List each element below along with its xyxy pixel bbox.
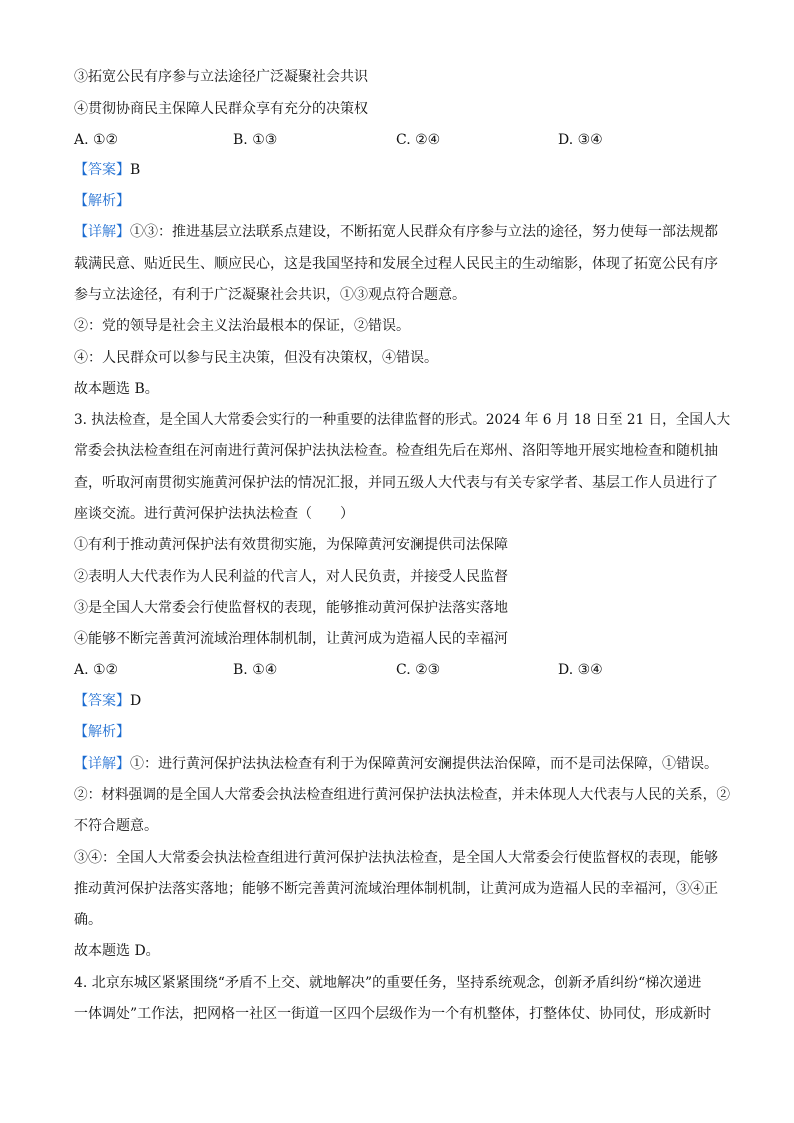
q3-statement-3: ③是全国人大常委会行使监督权的表现，能够推动黄河保护法落实落地: [74, 600, 508, 616]
q3-statement-2: ②表明人大代表作为人民利益的代言人，对人民负责，并接受人民监督: [74, 569, 508, 585]
q2-detail-line: ②：党的领导是社会主义法治最根本的保证，②错误。: [74, 318, 410, 334]
q3-answer: [74, 691, 141, 711]
q2-statement-4: ④贯彻协商民主保障人民群众享有充分的决策权: [74, 101, 368, 117]
q2-detail-line: ④：人民群众可以参与民主决策，但没有决策权，④错误。: [74, 350, 438, 366]
q3-option-d: D. ③④: [558, 662, 603, 678]
detail-text: ①：进行黄河保护法执法检查有利于为保障黄河安澜提供法治保障，而不是司法保障，①错误。: [130, 756, 718, 772]
q4-stem-line: 4. 北京东城区紧紧围绕“矛盾不上交、就地解决”的重要任务，坚持系统观念，创新矛盾纠纷“梯次递进: [74, 975, 702, 991]
q3-statement-4: ④能够不断完善黄河流域治理体制机制，让黄河成为造福人民的幸福河: [74, 631, 508, 647]
q2-option-b: B. ①③: [233, 132, 278, 148]
q3-detail-line: 确。: [74, 912, 102, 928]
q2-conclusion: 故本题选 B。: [74, 381, 159, 397]
q3-detail-line: ②：材料强调的是全国人大常委会执法检查组进行黄河保护法执法检查，并未体现人大代表与人民的关系，②: [74, 787, 731, 803]
q2-option-d: D. ③④: [558, 132, 603, 148]
q2-options: [74, 130, 734, 150]
q3-detail-line: [74, 754, 718, 774]
q4-stem-line: 一体调处”工作法，把网格一社区一街道一区四个层级作为一个有机整体，打整体仗、协同仗，形成新时: [74, 1006, 712, 1022]
q2-detail-line: 参与立法途径，有利于广泛凝聚社会共识，①③观点符合题意。: [74, 287, 466, 303]
q3-stem-line: 查，听取河南贯彻实施黄河保护法的情况汇报，并同五级人大代表与有关专家学者、基层工作人员进行了: [74, 475, 718, 491]
q2-detail-line: 载满民意、贴近民生、顺应民心，这是我国坚持和发展全过程人民民主的生动缩影，体现了拓宽公民有序: [74, 256, 718, 272]
analysis-tag: 【解析】: [74, 724, 130, 740]
answer-tag: 【答案】: [74, 162, 130, 178]
q3-analysis-tag: [74, 722, 130, 742]
q3-stem-line: 座谈交流。进行黄河保护法执法检查（ ）: [74, 506, 354, 522]
detail-tag: 【详解】: [74, 224, 130, 240]
q3-option-b: B. ①④: [233, 662, 278, 678]
q3-stem-line: 3. 执法检查，是全国人大常委会实行的一种重要的法律监督的形式。2024 年 6 月 18 日至 21 日，全国人大: [74, 412, 731, 428]
q3-stem-line: 常委会执法检查组在河南进行黄河保护法执法检查。检查组先后在郑州、洛阳等地开展实地检查和随机抽: [74, 443, 718, 459]
answer-value: D: [130, 693, 142, 709]
q3-detail-line: ③④：全国人大常委会执法检查组进行黄河保护法执法检查，是全国人大常委会行使监督权的表现，能够: [74, 850, 718, 866]
analysis-tag: 【解析】: [74, 193, 130, 209]
q2-option-c: C. ②④: [396, 132, 441, 148]
q2-answer: [74, 160, 140, 180]
answer-value: B: [130, 162, 141, 178]
q3-option-c: C. ②③: [396, 662, 441, 678]
q3-conclusion: 故本题选 D。: [74, 943, 160, 959]
detail-tag: 【详解】: [74, 756, 130, 772]
q2-option-a: A. ①②: [74, 132, 119, 148]
q2-detail-line: [74, 222, 718, 242]
q2-analysis-tag: [74, 191, 130, 211]
q3-statement-1: ①有利于推动黄河保护法有效贯彻实施，为保障黄河安澜提供司法保障: [74, 537, 508, 553]
q3-option-a: A. ①②: [74, 662, 119, 678]
q3-detail-line: 不符合题意。: [74, 818, 158, 834]
q3-options: [74, 660, 734, 680]
q3-detail-line: 推动黄河保护法落实落地；能够不断完善黄河流域治理体制机制，让黄河成为造福人民的幸福河，③④正: [74, 881, 718, 897]
q2-statement-3: ③拓宽公民有序参与立法途径广泛凝聚社会共识: [74, 69, 368, 85]
answer-tag: 【答案】: [74, 693, 130, 709]
detail-text: ①③：推进基层立法联系点建设，不断拓宽人民群众有序参与立法的途径，努力使每一部法规都: [130, 224, 718, 240]
